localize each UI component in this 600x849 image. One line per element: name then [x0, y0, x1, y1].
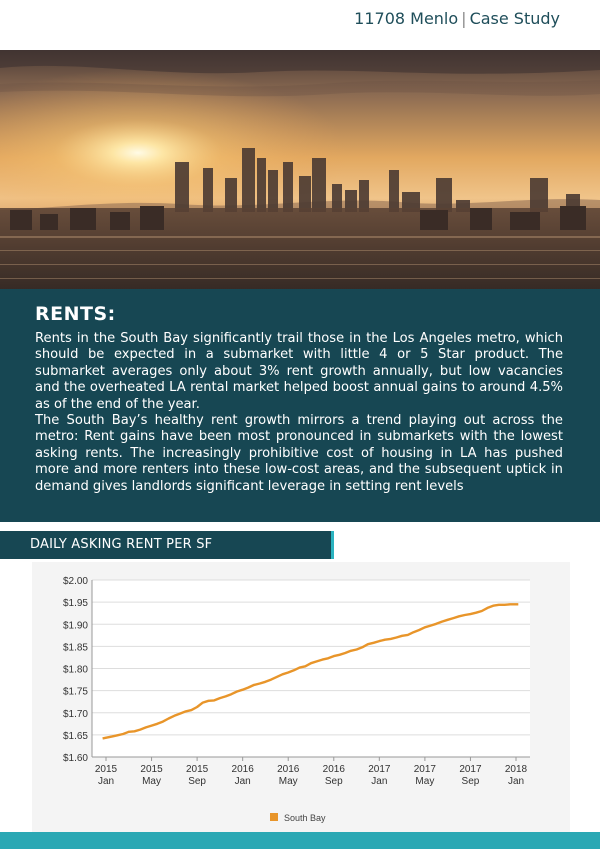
x-tick-month: Jan	[371, 776, 388, 787]
y-tick-label: $2.00	[62, 576, 88, 587]
header-address: 11708 Menlo	[354, 9, 459, 28]
header-section: Case Study	[469, 9, 560, 28]
chart-banner	[0, 531, 334, 559]
footer-bar	[0, 832, 600, 849]
rent-line-chart	[32, 562, 570, 832]
x-tick-year: 2015	[94, 764, 118, 775]
x-tick-year: 2017	[459, 764, 482, 775]
rents-body	[35, 331, 563, 495]
city-skyline-sunset-photo	[0, 50, 600, 289]
y-tick-label: $1.95	[62, 598, 88, 610]
page-header	[0, 0, 600, 50]
x-tick-year: 2017	[368, 764, 391, 775]
y-tick-label: $1.90	[62, 620, 88, 632]
legend-swatch	[270, 813, 278, 821]
rents-paragraph-1: Rents in the South Bay significantly trail those in the Los Angeles metro, which should be expected in a submarket with little 4 or 5 Star product. The submarket averages only about 3% rent growth annually, but low vacancies and the overheated LA rental market helped boost annual gains to around 4.5% as of the end of the year.	[35, 331, 563, 412]
x-tick-year: 2017	[413, 764, 437, 775]
x-tick-year: 2016	[322, 764, 345, 775]
y-tick-label: $1.70	[62, 708, 88, 720]
x-tick-year: 2015	[185, 764, 209, 775]
rents-heading: RENTS:	[35, 303, 116, 325]
rents-section	[0, 289, 600, 522]
x-tick-year: 2016	[277, 764, 300, 775]
y-tick-label: $1.75	[62, 686, 88, 698]
x-tick-year: 2018	[504, 764, 528, 775]
x-tick-month: May	[415, 776, 435, 787]
x-tick-month: Jan	[234, 776, 251, 787]
header-title	[354, 9, 560, 28]
y-tick-label: $1.60	[62, 753, 88, 764]
rent-chart-area	[32, 562, 570, 832]
x-tick-month: Sep	[188, 776, 207, 787]
y-tick-label: $1.80	[62, 664, 88, 676]
skyline-illustration	[0, 50, 600, 289]
x-tick-month: Jan	[507, 776, 525, 787]
header-separator: |	[461, 9, 467, 28]
x-tick-year: 2015	[140, 764, 163, 775]
chart-banner-label: DAILY ASKING RENT PER SF	[30, 537, 213, 552]
y-tick-label: $1.65	[62, 730, 88, 742]
x-tick-month: May	[142, 776, 162, 787]
rents-paragraph-2: The South Bay’s healthy rent growth mirrors a trend playing out across the metro: Rent gains have been most pronounced in submarkets with the lowest asking rents. The increasingly prohibitive cost of housing in LA has pushed more and more renters into these low-cost areas, and the subsequent uptick in demand gives landlords significant leverage in setting rent levels	[35, 413, 563, 494]
x-tick-month: Sep	[324, 776, 343, 787]
y-tick-label: $1.85	[62, 642, 88, 654]
legend-label: South Bay	[284, 813, 326, 823]
x-tick-year: 2016	[231, 764, 254, 775]
x-tick-month: Sep	[461, 776, 480, 787]
x-tick-month: Jan	[97, 776, 115, 787]
x-tick-month: May	[278, 776, 298, 787]
